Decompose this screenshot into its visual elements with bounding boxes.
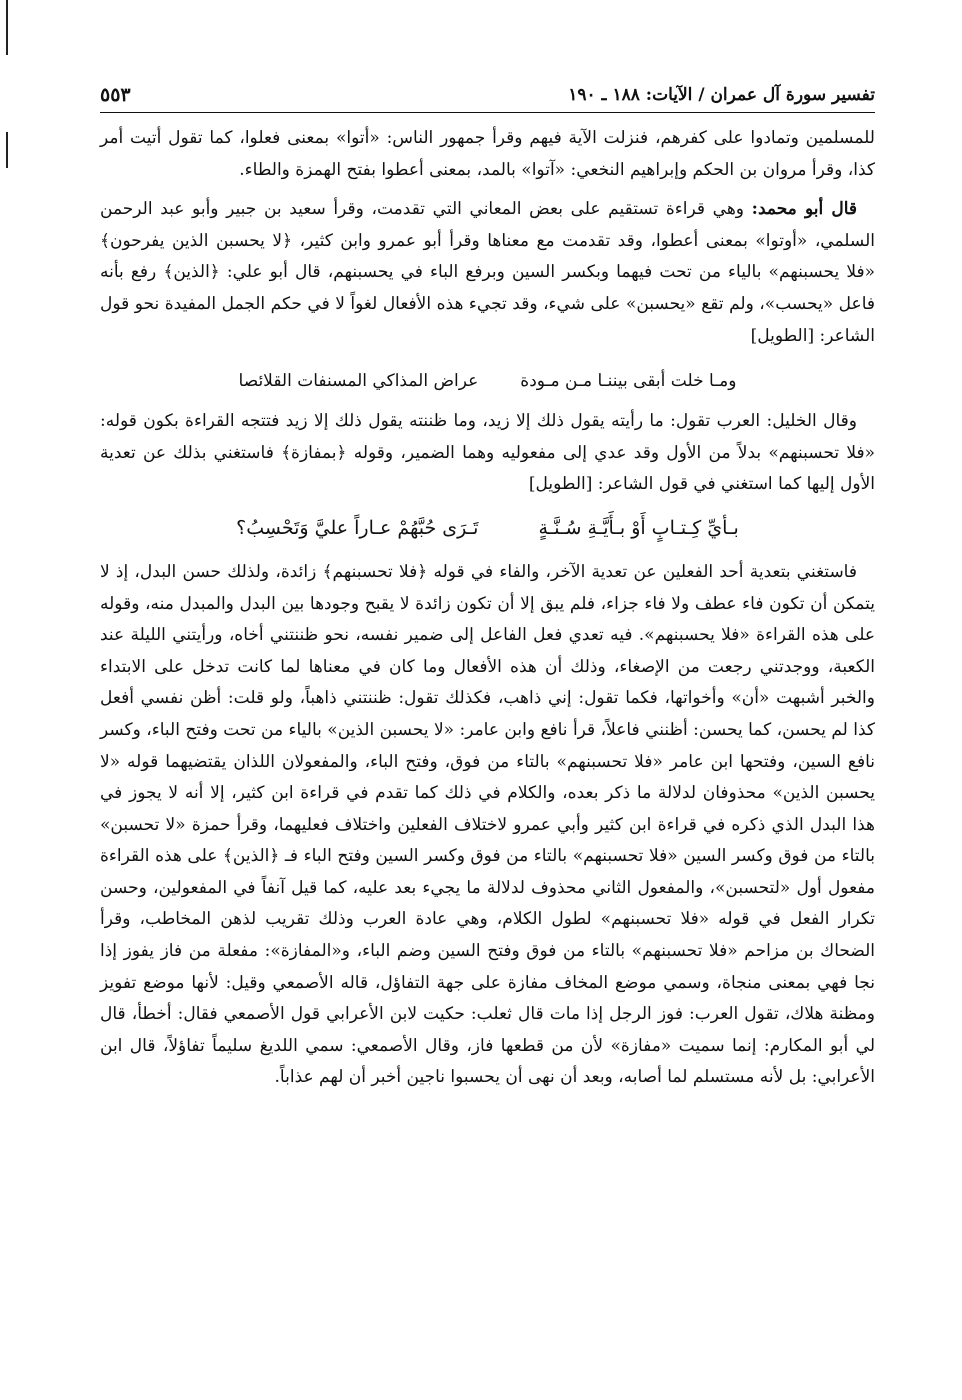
header-title: تفسير سورة آل عمران / الآيات: ١٨٨ ـ ١٩٠	[568, 85, 875, 105]
paragraph	[100, 123, 875, 186]
paragraph	[100, 557, 875, 1094]
paragraph-text: وهي قراءة تستقيم على بعض المعاني التي تقدمت، وقرأ سعيد بن جبير وأبو عبد الرحمن السلمي، «أوتوا» بمعنى أعطوا، وقد تقدمت مع معناها وقرأ أبو عمرو وابن كثير، ﴿لا يحسبن الذين يفرحون﴾ «فلا يحسبنهم» بالياء من تحت فيهما وبكسر السين وبرفع الباء في يحسبنهم، قال أبو علي: ﴿الذين﴾ رفع بأنه فاعل «يحسب»، ولم تقع «يحسبن» على شيء، وقد تجيء هذه الأفعال لغواً لا في حكم الجمل المفيدة نحو قول الشاعر: [الطويل]	[100, 199, 875, 346]
paragraph-text: وقال الخليل: العرب تقول: ما رأيته يقول ذلك إلا زيد، وما ظننته يقول ذلك إلا زيد فتتجه القراءة بكون قوله: «فلا تحسبنهم» بدلاً من الأول وقد عدي إلى مفعوليه وهما الضمير، وقوله ﴿بمفازة﴾ فاستغني بذلك عن تعدية الأول إليها كما استغني في قول الشاعر: [الطويل]	[100, 411, 875, 495]
verse-2-first-hemistich: بـأيِّ كِـتـابٍ أَوْ بـأَيَّـةِ سُـنَّـةٍ	[538, 516, 739, 539]
running-header	[100, 80, 875, 113]
page	[100, 80, 875, 1094]
page-number: ٥٥٣	[100, 84, 131, 106]
verse-1-second-hemistich: عراض المذاكي المسنفات القلائصا	[238, 371, 479, 392]
paragraph	[100, 194, 875, 352]
page-body	[100, 123, 875, 1094]
verse-1	[100, 366, 875, 396]
paragraph-text: فاستغني بتعدية أحد الفعلين عن تعدية الآخر، والفاء في قوله ﴿فلا تحسبنهم﴾ زائدة، ولذلك حسن البدل، إذ لا يتمكن أن تكون فاء عطف ولا فاء جزاء، فلم يبق إلا أن تكون زائدة لا يقبح وجودها بين البدل والمبدل منه، وقوله على هذه القراءة «فلا يحسبنهم». فيه تعدي فعل الفاعل إلى ضمير نفسه، نحو ظننتني أخاه، ورأيتني الليلة عند الكعبة، ووجدتني رجعت من الإصغاء، وذلك أن هذه الأفعال وما كان في معناها لما كانت تدخل على الابتداء والخبر أشبهت «أن» وأخواتها، فكما تقول: إني ذاهب، فكذلك تقول: ظننتني ذاهباً، ولو قلت: أظن نفسي أفعل كذا لم يحسن، كما يحسن: أظنني فاعلاً، قرأ نافع وابن عامر: «لا يحسبن الذين» بالياء من تحت وفتح الباء، وكسر نافع السين، وفتحها ابن عامر «فلا تحسبنهم» بالتاء من فوق، وفتح الباء، والمفعولان اللذان يقتضيهما قوله «لا يحسبن الذين» محذوفان لدلالة ما ذكر بعده، والكلام في ذلك كما تقدم في قراءة ابن كثير، إلا أنه لا يجوز في هذا البدل الذي ذكره في قراءة ابن كثير وأبي عمرو لاختلاف الفعلين واختلاف فعليهما، وقرأ حمزة «لا تحسبن» بالتاء من فوق وكسر السين «فلا تحسبنهم» بالتاء من فوق وكسر السين وفتح الباء فـ ﴿الذين﴾ على هذه القراءة مفعول أول «لتحسبن»، والمفعول الثاني محذوف لدلالة ما يجيء بعد عليه، كما قيل آنفاً في المفعولين، وحسن تكرار الفعل في قوله «فلا تحسبنهم» لطول الكلام، وهي عادة العرب وذلك تقريب لذهن المخاطب، وقرأ الضحاك بن مزاحم «فلا تحسبنهم» بالتاء من فوق وفتح السين وضم الباء، و«المفازة»: مفعلة من فاز يفوز إذا نجا فهي بمعنى منجاة، وسمي موضع المخاف مفازة على جهة التفاؤل، قاله الأصمعي وقيل: لأنها موضع تفويز ومظنة هلاك، تقول العرب: فوز الرجل إذا مات قال ثعلب: حكيت لابن الأعرابي قول الأصمعي فقال: أخطأ، قال لي أبو المكارم: إنما سميت «مفازة» لأن من قطعها فاز، وقال الأصمعي: سمي اللديغ سليماً تفاؤلاً، قال ابن الأعرابي: بل لأنه مستسلم لما أصابه، وبعد أن نهى أن يحسبوا ناجين أخبر أن لهم عذاباً.	[100, 561, 875, 1088]
margin-mark-middle	[6, 132, 8, 168]
verse-2	[100, 513, 875, 543]
paragraph	[100, 406, 875, 501]
verse-1-first-hemistich: ومـا خلت أبقى بيننـا مـن مـودة	[520, 371, 737, 392]
verse-2-second-hemistich: تَـرَى حُبَّهُمْ عـاراً عليَّ وَتَحْسِبُ؟	[236, 516, 479, 539]
paragraph-text: للمسلمين وتمادوا على كفرهم، فنزلت الآية فيهم وقرأ جمهور الناس: «أتوا» بمعنى فعلوا، كما تقول أتيت أمر كذا، وقرأ مروان بن الحكم وإبراهيم النخعي: «آتوا» بالمد، بمعنى أعطوا بفتح الهمزة والطاء.	[100, 128, 875, 180]
margin-mark-top	[6, 0, 8, 55]
paragraph-lead: قال أبو محمد:	[751, 199, 857, 220]
